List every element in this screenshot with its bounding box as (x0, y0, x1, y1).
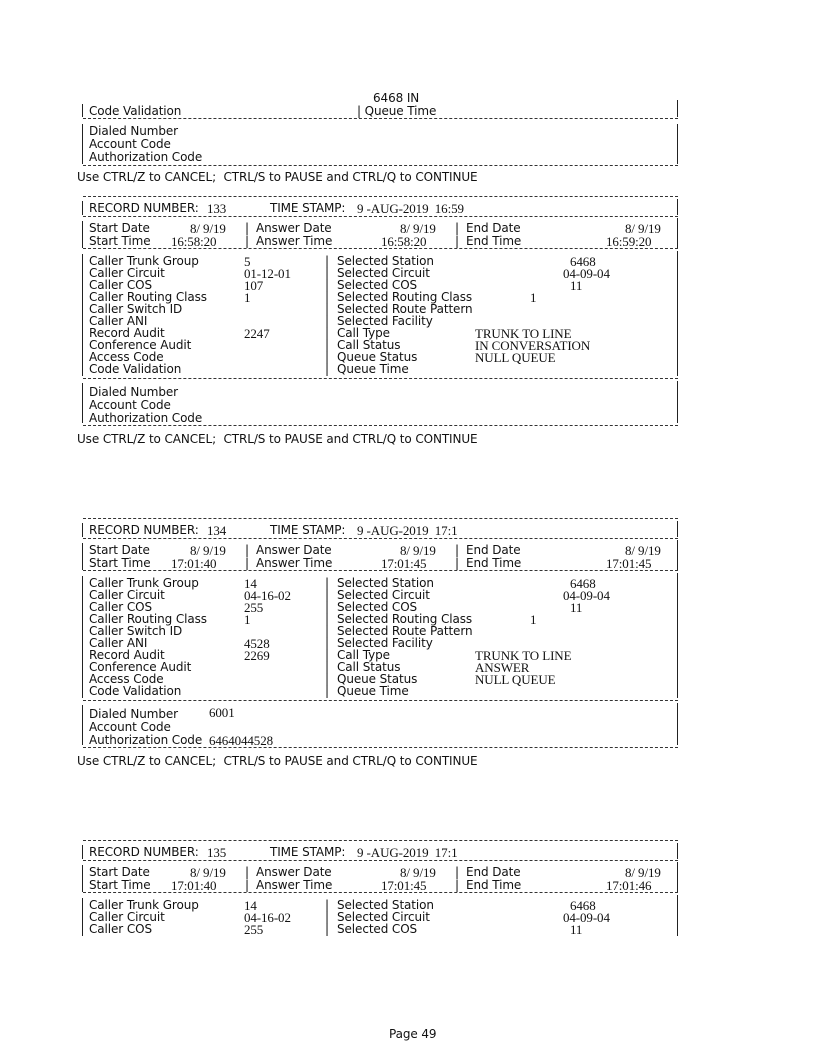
answer-date-value: 8/ 9/19 (400, 221, 436, 236)
record-audit-value: 2247 (244, 326, 270, 341)
caller-cos-label: Caller COS (89, 600, 152, 614)
dialed-number-label: Dialed Number (89, 124, 178, 138)
caller-ani-label: Caller ANI (89, 636, 148, 650)
selected-routing-class-label: Selected Routing Class (337, 612, 473, 626)
dialed-number-value: 6001 (209, 705, 235, 720)
caller-trunk-group-label: Caller Trunk Group (89, 576, 199, 590)
answer-date-label: Answer Date (256, 543, 332, 557)
end-date-value: 8/ 9/19 (625, 865, 661, 880)
dialed-number-label: Dialed Number (89, 385, 178, 399)
start-time-label: Start Time (89, 878, 151, 892)
answer-date-value: 8/ 9/19 (400, 543, 436, 558)
start-time-label: Start Time (89, 234, 151, 248)
caller-trunk-group-label: Caller Trunk Group (89, 254, 199, 268)
start-time-label: Start Time (89, 556, 151, 570)
call-type-label: Call Type (337, 648, 390, 662)
answer-time-value: 17:01:45 (381, 878, 427, 893)
divider (83, 840, 678, 841)
caller-switch-id-label: Caller Switch ID (89, 624, 183, 638)
caller-trunk-group-value: 14 (244, 898, 257, 913)
record-audit-label: Record Audit (89, 648, 165, 662)
authorization-code-label: Authorization Code (89, 150, 203, 164)
end-time-value: 17:01:45 (606, 556, 652, 571)
selected-station-label: Selected Station (337, 576, 434, 590)
selected-station-value: 6468 (570, 898, 596, 913)
selected-circuit-label: Selected Circuit (337, 588, 430, 602)
call-status-value: IN CONVERSATION (475, 338, 591, 353)
end-time-value: 17:01:46 (606, 878, 652, 893)
end-time-value: 16:59:20 (606, 234, 652, 249)
queue-time-label: Queue Time (337, 684, 409, 698)
selected-station-label: Selected Station (337, 898, 434, 912)
caller-cos-value: 107 (244, 278, 264, 293)
record-audit-label: Record Audit (89, 326, 165, 340)
divider (83, 165, 678, 166)
caller-circuit-value: 04-16-02 (244, 588, 291, 603)
caller-circuit-value: 01-12-01 (244, 266, 291, 281)
queue-time-label: Queue Time (364, 104, 437, 118)
caller-routing-class-label: Caller Routing Class (89, 612, 207, 626)
time-stamp-value: 9 -AUG-2019 16:59 (357, 201, 464, 216)
time-stamp-value: 9 -AUG-2019 17:1 (357, 845, 458, 860)
divider (83, 118, 678, 119)
queue-status-value: NULL QUEUE (475, 350, 556, 365)
start-date-label: Start Date (89, 865, 150, 879)
border (82, 104, 83, 117)
divider (83, 378, 678, 379)
code-validation-label: Code Validation (89, 362, 182, 376)
start-date-value: 8/ 9/19 (190, 221, 226, 236)
border (677, 100, 678, 117)
call-status-label: Call Status (337, 338, 401, 352)
time-stamp-label: TIME STAMP: (270, 201, 346, 215)
account-code-label: Account Code (89, 398, 171, 412)
start-date-value: 8/ 9/19 (190, 543, 226, 558)
start-date-label: Start Date (89, 543, 150, 557)
selected-routing-class-value: 1 (530, 290, 537, 305)
code-validation-label: Code Validation (89, 104, 182, 118)
call-status-value: ANSWER (475, 660, 530, 675)
caller-cos-value: 255 (244, 600, 264, 615)
authorization-code-value: 6464044528 (209, 733, 274, 748)
caller-circuit-label: Caller Circuit (89, 588, 165, 602)
answer-time-value: 17:01:45 (381, 556, 427, 571)
answer-date-label: Answer Date (256, 221, 332, 235)
divider (83, 425, 678, 426)
selected-circuit-label: Selected Circuit (337, 910, 430, 924)
selected-cos-value: 11 (570, 922, 583, 937)
dialed-number-label: Dialed Number (89, 707, 178, 721)
authorization-code-label: Authorization Code (89, 733, 203, 747)
selected-facility-label: Selected Facility (337, 314, 433, 328)
record-number-label: RECORD NUMBER: (89, 523, 199, 537)
caller-routing-class-label: Caller Routing Class (89, 290, 207, 304)
selected-cos-label: Selected COS (337, 278, 418, 292)
ctrl-note: Use CTRL/Z to CANCEL; CTRL/S to PAUSE and CTRL/Q to CONTINUE (77, 170, 478, 184)
access-code-label: Access Code (89, 350, 164, 364)
record-number-value: 133 (207, 201, 227, 216)
caller-ani-value: 4528 (244, 636, 270, 651)
queue-status-value: NULL QUEUE (475, 672, 556, 687)
caller-cos-label: Caller COS (89, 922, 152, 936)
call-status-label: Call Status (337, 660, 401, 674)
caller-trunk-group-label: Caller Trunk Group (89, 898, 199, 912)
end-time-label: End Time (466, 556, 522, 570)
selected-station-value: 6468 (570, 254, 596, 269)
selected-route-pattern-label: Selected Route Pattern (337, 624, 473, 638)
answer-date-label: Answer Date (256, 865, 332, 879)
selected-circuit-value: 04-09-04 (563, 266, 610, 281)
call-type-value: TRUNK TO LINE (475, 648, 572, 663)
end-time-label: End Time (466, 234, 522, 248)
page-number: Page 49 (389, 1027, 437, 1041)
divider (83, 570, 678, 571)
caller-circuit-label: Caller Circuit (89, 910, 165, 924)
record-audit-value: 2269 (244, 648, 270, 663)
ctrl-note: Use CTRL/Z to CANCEL; CTRL/S to PAUSE and CTRL/Q to CONTINUE (77, 754, 478, 768)
divider (83, 538, 678, 539)
call-type-value: TRUNK TO LINE (475, 326, 572, 341)
caller-circuit-value: 04-16-02 (244, 910, 291, 925)
selected-cos-value: 11 (570, 278, 583, 293)
authorization-code-label: Authorization Code (89, 411, 203, 425)
station-in: 6468 IN (373, 91, 420, 105)
caller-trunk-group-value: 5 (244, 254, 251, 269)
record-number-label: RECORD NUMBER: (89, 845, 199, 859)
end-date-label: End Date (466, 865, 521, 879)
start-time-value: 17:01:40 (171, 878, 217, 893)
caller-circuit-label: Caller Circuit (89, 266, 165, 280)
selected-cos-value: 11 (570, 600, 583, 615)
divider (83, 860, 678, 861)
divider (83, 700, 678, 701)
selected-circuit-value: 04-09-04 (563, 588, 610, 603)
record-number-label: RECORD NUMBER: (89, 201, 199, 215)
caller-trunk-group-value: 14 (244, 576, 257, 591)
selected-route-pattern-label: Selected Route Pattern (337, 302, 473, 316)
call-type-label: Call Type (337, 326, 390, 340)
selected-cos-label: Selected COS (337, 600, 418, 614)
queue-time-label: Queue Time (337, 362, 409, 376)
caller-cos-value: 255 (244, 922, 264, 937)
access-code-label: Access Code (89, 672, 164, 686)
caller-routing-class-value: 1 (244, 290, 251, 305)
answer-date-value: 8/ 9/19 (400, 865, 436, 880)
caller-routing-class-value: 1 (244, 612, 251, 627)
caller-ani-label: Caller ANI (89, 314, 148, 328)
start-date-value: 8/ 9/19 (190, 865, 226, 880)
divider (83, 892, 678, 893)
queue-status-label: Queue Status (337, 672, 418, 686)
end-date-label: End Date (466, 543, 521, 557)
conference-audit-label: Conference Audit (89, 338, 192, 352)
selected-routing-class-label: Selected Routing Class (337, 290, 473, 304)
answer-time-label: Answer Time (256, 878, 333, 892)
record-number-value: 135 (207, 845, 227, 860)
start-time-value: 16:58:20 (171, 234, 217, 249)
divider (83, 518, 678, 519)
selected-routing-class-value: 1 (530, 612, 537, 627)
divider (83, 196, 678, 197)
answer-time-label: Answer Time (256, 234, 333, 248)
end-time-label: End Time (466, 878, 522, 892)
end-date-label: End Date (466, 221, 521, 235)
start-date-label: Start Date (89, 221, 150, 235)
time-stamp-label: TIME STAMP: (270, 523, 346, 537)
start-time-value: 17:01:40 (171, 556, 217, 571)
selected-station-value: 6468 (570, 576, 596, 591)
queue-status-label: Queue Status (337, 350, 418, 364)
divider (83, 216, 678, 217)
time-stamp-label: TIME STAMP: (270, 845, 346, 859)
divider (83, 747, 678, 748)
time-stamp-value: 9 -AUG-2019 17:1 (357, 523, 458, 538)
selected-cos-label: Selected COS (337, 922, 418, 936)
code-validation-label: Code Validation (89, 684, 182, 698)
divider (83, 248, 678, 249)
conference-audit-label: Conference Audit (89, 660, 192, 674)
end-date-value: 8/ 9/19 (625, 221, 661, 236)
record-number-value: 134 (207, 523, 227, 538)
end-date-value: 8/ 9/19 (625, 543, 661, 558)
account-code-label: Account Code (89, 137, 171, 151)
answer-time-label: Answer Time (256, 556, 333, 570)
caller-cos-label: Caller COS (89, 278, 152, 292)
caller-switch-id-label: Caller Switch ID (89, 302, 183, 316)
account-code-label: Account Code (89, 720, 171, 734)
answer-time-value: 16:58:20 (381, 234, 427, 249)
selected-facility-label: Selected Facility (337, 636, 433, 650)
selected-circuit-label: Selected Circuit (337, 266, 430, 280)
selected-station-label: Selected Station (337, 254, 434, 268)
selected-circuit-value: 04-09-04 (563, 910, 610, 925)
ctrl-note: Use CTRL/Z to CANCEL; CTRL/S to PAUSE and CTRL/Q to CONTINUE (77, 432, 478, 446)
